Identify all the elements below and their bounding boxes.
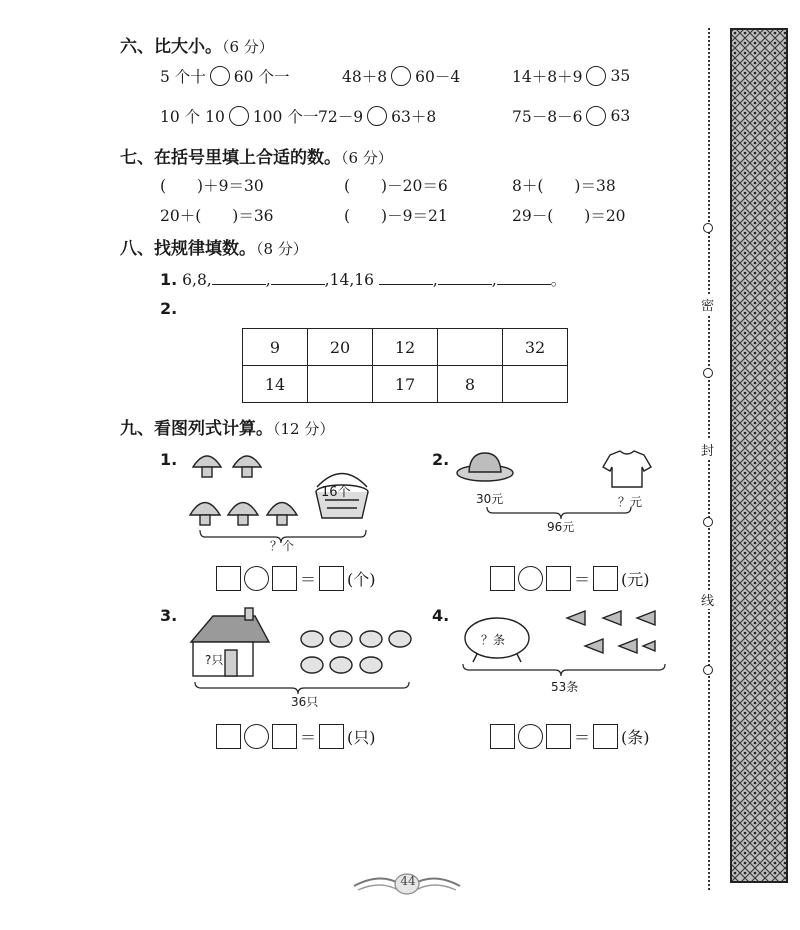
seal-hole-icon bbox=[703, 223, 713, 233]
section-6-title: 六、比大小。 bbox=[120, 37, 222, 57]
answer-blank[interactable] bbox=[497, 270, 551, 285]
compare-item bbox=[160, 105, 318, 127]
compare-left: 72－9 bbox=[318, 108, 364, 126]
answer-box[interactable] bbox=[490, 566, 515, 591]
mushroom-icon bbox=[228, 503, 258, 526]
mushroom-icon bbox=[193, 456, 221, 477]
compare-right: 100 个一 bbox=[252, 108, 319, 126]
answer-equation bbox=[490, 724, 650, 749]
section-8-points: （8 分） bbox=[256, 240, 308, 258]
pattern-table bbox=[242, 328, 568, 403]
pattern-text: , bbox=[491, 271, 497, 289]
pattern-text: ,14,16 bbox=[324, 271, 374, 289]
answer-blank[interactable] bbox=[271, 270, 325, 285]
answer-box[interactable] bbox=[593, 566, 618, 591]
bowl-label: ？条 bbox=[481, 633, 506, 647]
table-cell-blank[interactable] bbox=[438, 329, 503, 366]
compare-right: 60－4 bbox=[415, 68, 461, 86]
total-label: 36只 bbox=[291, 695, 319, 709]
seal-label: 线 bbox=[701, 590, 714, 609]
operator-circle[interactable] bbox=[244, 724, 269, 749]
compare-item bbox=[512, 105, 630, 127]
equals-sign: ＝ bbox=[574, 728, 591, 747]
answer-blank[interactable] bbox=[379, 270, 433, 285]
hat-price-label: 30元 bbox=[476, 492, 504, 506]
answer-equation bbox=[490, 566, 650, 591]
operator-circle[interactable] bbox=[518, 566, 543, 591]
compare-left: 14＋8＋9 bbox=[512, 68, 583, 86]
house-icon bbox=[191, 608, 269, 676]
answer-box[interactable] bbox=[546, 724, 571, 749]
answer-box[interactable] bbox=[319, 566, 344, 591]
question-number: 1. bbox=[160, 450, 178, 469]
seal-hole-icon bbox=[703, 665, 713, 675]
fill-equation[interactable]: ( )－20＝6 bbox=[344, 177, 448, 195]
fill-equation[interactable]: ( )＋9＝30 bbox=[160, 177, 264, 195]
section-6-points: （6 分） bbox=[222, 38, 274, 56]
mushroom-icon bbox=[190, 503, 220, 526]
operator-circle[interactable] bbox=[518, 724, 543, 749]
table-row bbox=[243, 366, 568, 403]
pattern-text: 。 bbox=[550, 271, 567, 289]
total-label: 53条 bbox=[551, 680, 579, 694]
mushroom-icon bbox=[267, 503, 297, 526]
compare-left: 10 个 10 bbox=[160, 108, 225, 126]
pattern-text: 6,8, bbox=[182, 271, 212, 289]
compare-left: 5 个十 bbox=[160, 68, 206, 86]
chick-icons bbox=[301, 631, 411, 673]
answer-box[interactable] bbox=[593, 724, 618, 749]
pattern-text: , bbox=[265, 271, 271, 289]
question-number: 3. bbox=[160, 606, 178, 625]
section-9-title: 九、看图列式计算。 bbox=[120, 419, 273, 439]
section-8-heading bbox=[120, 234, 308, 259]
answer-blank[interactable] bbox=[438, 270, 492, 285]
seal-dotted-line bbox=[708, 28, 710, 890]
compare-circle-blank[interactable] bbox=[367, 106, 387, 126]
compare-circle-blank[interactable] bbox=[229, 106, 249, 126]
table-cell: 32 bbox=[503, 329, 568, 366]
basket-label: 16个 bbox=[321, 485, 351, 500]
page-number: 44 bbox=[400, 874, 416, 888]
compare-item bbox=[160, 65, 289, 87]
equals-sign: ＝ bbox=[300, 728, 317, 747]
unit-label: (个) bbox=[347, 570, 376, 589]
seal-hole-icon bbox=[703, 517, 713, 527]
total-label: 96元 bbox=[547, 520, 575, 534]
answer-box[interactable] bbox=[272, 566, 297, 591]
table-cell-blank[interactable] bbox=[503, 366, 568, 403]
house-label: ?只 bbox=[205, 653, 224, 667]
shirt-icon bbox=[603, 451, 651, 487]
table-cell: 9 bbox=[243, 329, 308, 366]
pattern-question-1 bbox=[160, 268, 566, 290]
fish-icons bbox=[567, 611, 655, 653]
equals-sign: ＝ bbox=[574, 570, 591, 589]
compare-left: 75－8－6 bbox=[512, 108, 583, 126]
operator-circle[interactable] bbox=[244, 566, 269, 591]
seal-label: 密 bbox=[701, 295, 714, 314]
seal-label: 封 bbox=[701, 440, 714, 459]
answer-box[interactable] bbox=[490, 724, 515, 749]
table-cell: 8 bbox=[438, 366, 503, 403]
question-number: 2. bbox=[160, 299, 178, 318]
compare-right: 60 个一 bbox=[233, 68, 290, 86]
compare-circle-blank[interactable] bbox=[391, 66, 411, 86]
compare-item bbox=[342, 65, 460, 87]
question-number: 2. bbox=[432, 450, 450, 469]
table-cell: 17 bbox=[373, 366, 438, 403]
pattern-text: , bbox=[432, 271, 438, 289]
section-7-heading bbox=[120, 143, 393, 168]
equals-sign: ＝ bbox=[300, 570, 317, 589]
compare-left: 48＋8 bbox=[342, 68, 388, 86]
section-6-heading bbox=[120, 32, 274, 57]
unit-label: (只) bbox=[347, 728, 376, 747]
fill-equation[interactable]: 8＋( )＝38 bbox=[512, 177, 616, 195]
seal-hole-icon bbox=[703, 368, 713, 378]
compare-circle-blank[interactable] bbox=[210, 66, 230, 86]
mushroom-icon bbox=[233, 456, 261, 477]
section-9-heading bbox=[120, 414, 334, 439]
decorative-border-strip bbox=[730, 28, 788, 883]
fill-equation[interactable]: 29－( )＝20 bbox=[512, 207, 626, 225]
compare-circle-blank[interactable] bbox=[586, 66, 606, 86]
question-number: 1. bbox=[160, 270, 178, 289]
question-number: 4. bbox=[432, 606, 450, 625]
answer-equation bbox=[216, 724, 376, 749]
section-9-points: （12 分） bbox=[273, 420, 335, 438]
fill-equation[interactable]: 20＋( )＝36 bbox=[160, 207, 274, 225]
table-row bbox=[243, 329, 568, 366]
section-7-title: 七、在括号里填上合适的数。 bbox=[120, 148, 341, 168]
compare-right: 63＋8 bbox=[391, 108, 437, 126]
table-cell: 20 bbox=[308, 329, 373, 366]
hat-icon bbox=[457, 453, 513, 481]
answer-box[interactable] bbox=[216, 724, 241, 749]
answer-box[interactable] bbox=[546, 566, 571, 591]
shirt-price-label: ？元 bbox=[618, 495, 643, 509]
total-brace bbox=[463, 664, 665, 676]
compare-item bbox=[512, 65, 630, 87]
compare-right: 63 bbox=[610, 107, 631, 125]
total-label: ？个 bbox=[270, 539, 295, 553]
compare-circle-blank[interactable] bbox=[586, 106, 606, 126]
answer-box[interactable] bbox=[272, 724, 297, 749]
section-8-title: 八、找规律填数。 bbox=[120, 239, 256, 259]
answer-box[interactable] bbox=[319, 724, 344, 749]
fill-equation[interactable]: ( )－9＝21 bbox=[344, 207, 448, 225]
compare-item bbox=[318, 105, 436, 127]
answer-box[interactable] bbox=[216, 566, 241, 591]
table-cell: 12 bbox=[373, 329, 438, 366]
section-7-points: （6 分） bbox=[341, 149, 393, 167]
table-cell-blank[interactable] bbox=[308, 366, 373, 403]
answer-equation bbox=[216, 566, 376, 591]
table-cell: 14 bbox=[243, 366, 308, 403]
answer-blank[interactable] bbox=[212, 270, 266, 285]
unit-label: (条) bbox=[621, 728, 650, 747]
compare-right: 35 bbox=[610, 67, 631, 85]
unit-label: (元) bbox=[621, 570, 650, 589]
